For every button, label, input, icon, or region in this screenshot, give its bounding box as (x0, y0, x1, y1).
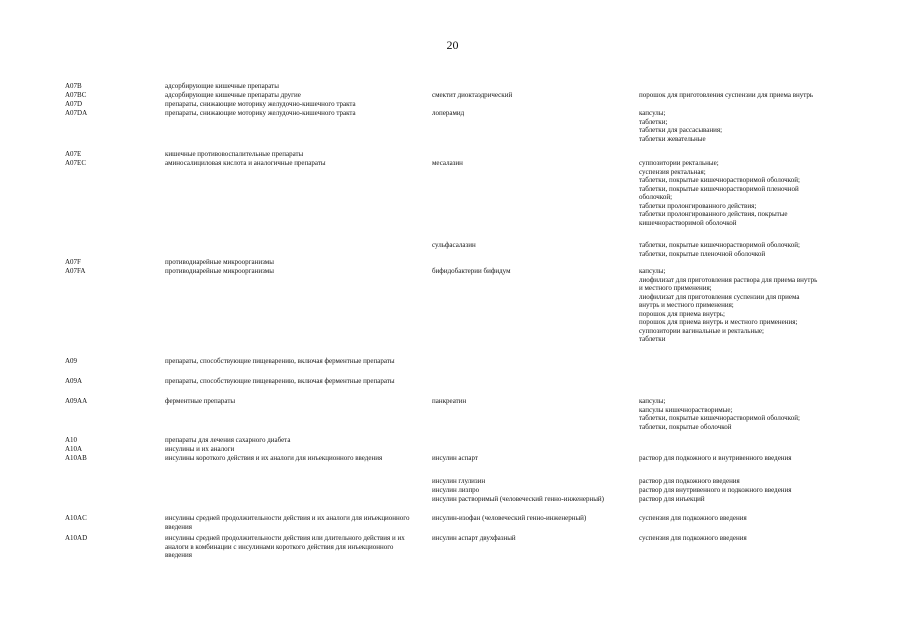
atc-code: A10 (65, 436, 78, 444)
drug-name: бифидобактерии бифидум (432, 267, 511, 275)
dosage-form: суспензия ректальная; (639, 167, 706, 176)
atc-description: противодиарейные микроорганизмы (165, 258, 274, 266)
atc-description: препараты для лечения сахарного диабета (165, 436, 291, 444)
dosage-form: суспензия для подкожного введения (639, 534, 747, 542)
dosage-forms (639, 514, 849, 523)
atc-code: A09 (65, 357, 78, 365)
drug-name: инсулин аспарт двухфазный (432, 534, 516, 542)
dosage-form: суппозитории вагинальные и ректальные; (639, 326, 764, 335)
dosage-form: таблетки; (639, 117, 668, 126)
atc-description: препараты, снижающие моторику желудочно-кишечного тракта (165, 100, 356, 108)
dosage-form: лиофилизат для приготовления суспензии для приема (639, 292, 800, 301)
atc-description: препараты, снижающие моторику желудочно-кишечного тракта (165, 109, 356, 117)
atc-description: препараты, способствующие пищеварению, включая ферментные препараты (165, 377, 395, 385)
atc-code: A07EC (65, 159, 86, 167)
page-number: 20 (446, 38, 459, 52)
atc-description: инсулины и их аналоги (165, 445, 235, 453)
dosage-form: раствор для инъекций (639, 495, 705, 503)
dosage-form: раствор для внутривенного и подкожного введения (639, 486, 792, 494)
dosage-forms (639, 495, 849, 504)
dosage-form: суспензия для подкожного введения (639, 514, 747, 522)
dosage-form: лиофилизат для приготовления раствора для приема внутрь (639, 275, 818, 284)
dosage-forms (639, 241, 849, 258)
dosage-form: капсулы; (639, 267, 666, 275)
atc-code: A10AB (65, 454, 87, 462)
atc-code: A07E (65, 150, 82, 158)
dosage-form: капсулы кишечнорастворимые; (639, 405, 733, 414)
dosage-forms (639, 159, 849, 227)
atc-code: A09AA (65, 397, 88, 405)
dosage-form: кишечнорастворимой оболочкой (639, 218, 737, 227)
atc-description: инсулины короткого действия и их аналоги для инъекционного введения (165, 454, 383, 462)
dosage-form: таблетки, покрытые кишечнорастворимой оболочкой; (639, 176, 800, 184)
dosage-forms (639, 534, 849, 543)
drug-name: инсулин растворимый (человеческий генно-инженерный) (432, 495, 604, 503)
drug-name: инсулин аспарт (432, 454, 478, 462)
dosage-form: порошок для приема внутрь; (639, 309, 725, 318)
atc-description: инсулины средней продолжительности действия или длительного действия и их аналоги в комбинации с инсулинами короткого действия для инъекционного введения (165, 534, 405, 559)
atc-description: инсулины средней продолжительности действия и их аналоги для инъекционного введения (165, 514, 410, 531)
dosage-form: таблетки, покрытые пленочной оболочкой (639, 249, 766, 258)
atc-code: A07FA (65, 267, 86, 275)
atc-code: A07D (65, 100, 83, 108)
atc-code: A07BC (65, 91, 87, 99)
drug-name: инсулин глулизин (432, 477, 486, 485)
dosage-forms (639, 109, 849, 143)
drug-name: инсулин-изофан (человеческий генно-инженерный) (432, 514, 587, 522)
dosage-form: и местного применения; (639, 284, 712, 292)
dosage-form: порошок для приготовления суспензии для приема внутрь (639, 91, 814, 99)
dosage-form: раствор для подкожного введения (639, 477, 740, 485)
dosage-form: суппозитории ректальные; (639, 159, 719, 167)
drug-name: месалазин (432, 159, 463, 167)
dosage-form: раствор для подкожного и внутривенного введения (639, 454, 792, 462)
atc-description: адсорбирующие кишечные препараты другие (165, 91, 301, 99)
drug-name: панкреатин (432, 397, 467, 405)
dosage-form: таблетки пролонгированного действия; (639, 201, 757, 210)
atc-code: A10A (65, 445, 83, 453)
atc-description: кишечные противовоспалительные препараты (165, 150, 304, 158)
drug-name: смектит диоктаэдрический (432, 91, 513, 99)
dosage-form: таблетки, покрытые кишечнорастворимой пленочной (639, 184, 799, 193)
dosage-forms (639, 267, 849, 344)
dosage-form: таблетки жевательные (639, 134, 706, 143)
drug-name: сульфасалазин (432, 241, 476, 249)
dosage-form: таблетки, покрытые кишечнорастворимой оболочкой; (639, 241, 800, 249)
atc-description: ферментные препараты (165, 397, 236, 405)
atc-description: препараты, способствующие пищеварению, включая ферментные препараты (165, 357, 395, 365)
dosage-forms (639, 454, 849, 463)
dosage-form: капсулы; (639, 397, 666, 405)
atc-code: A10AC (65, 514, 87, 522)
dosage-forms (639, 486, 849, 495)
drug-name: инсулин лизпро (432, 486, 480, 494)
atc-code: A07DA (65, 109, 88, 117)
atc-code: A07B (65, 82, 82, 90)
atc-description: аминосалициловая кислота и аналогичные препараты (165, 159, 326, 167)
dosage-form: таблетки пролонгированного действия, покрытые (639, 210, 788, 218)
atc-description: адсорбирующие кишечные препараты (165, 82, 279, 90)
dosage-form: оболочкой; (639, 193, 673, 201)
dosage-form: внутрь и местного применения; (639, 301, 734, 309)
dosage-form: таблетки, покрытые кишечнорастворимой оболочкой; (639, 414, 800, 422)
atc-code: A10AD (65, 534, 88, 542)
dosage-form: таблетки для рассасывания; (639, 126, 723, 134)
dosage-form: таблетки, покрытые оболочкой (639, 422, 732, 431)
atc-code: A09A (65, 377, 83, 385)
dosage-forms (639, 397, 849, 431)
dosage-forms (639, 477, 849, 486)
atc-description: противодиарейные микроорганизмы (165, 267, 274, 275)
dosage-form: таблетки (639, 335, 666, 343)
drug-name: лоперамид (432, 109, 465, 117)
dosage-form: капсулы; (639, 109, 666, 117)
atc-code: A07F (65, 258, 81, 266)
dosage-form: порошок для приема внутрь и местного применения; (639, 318, 798, 326)
dosage-forms (639, 91, 849, 100)
